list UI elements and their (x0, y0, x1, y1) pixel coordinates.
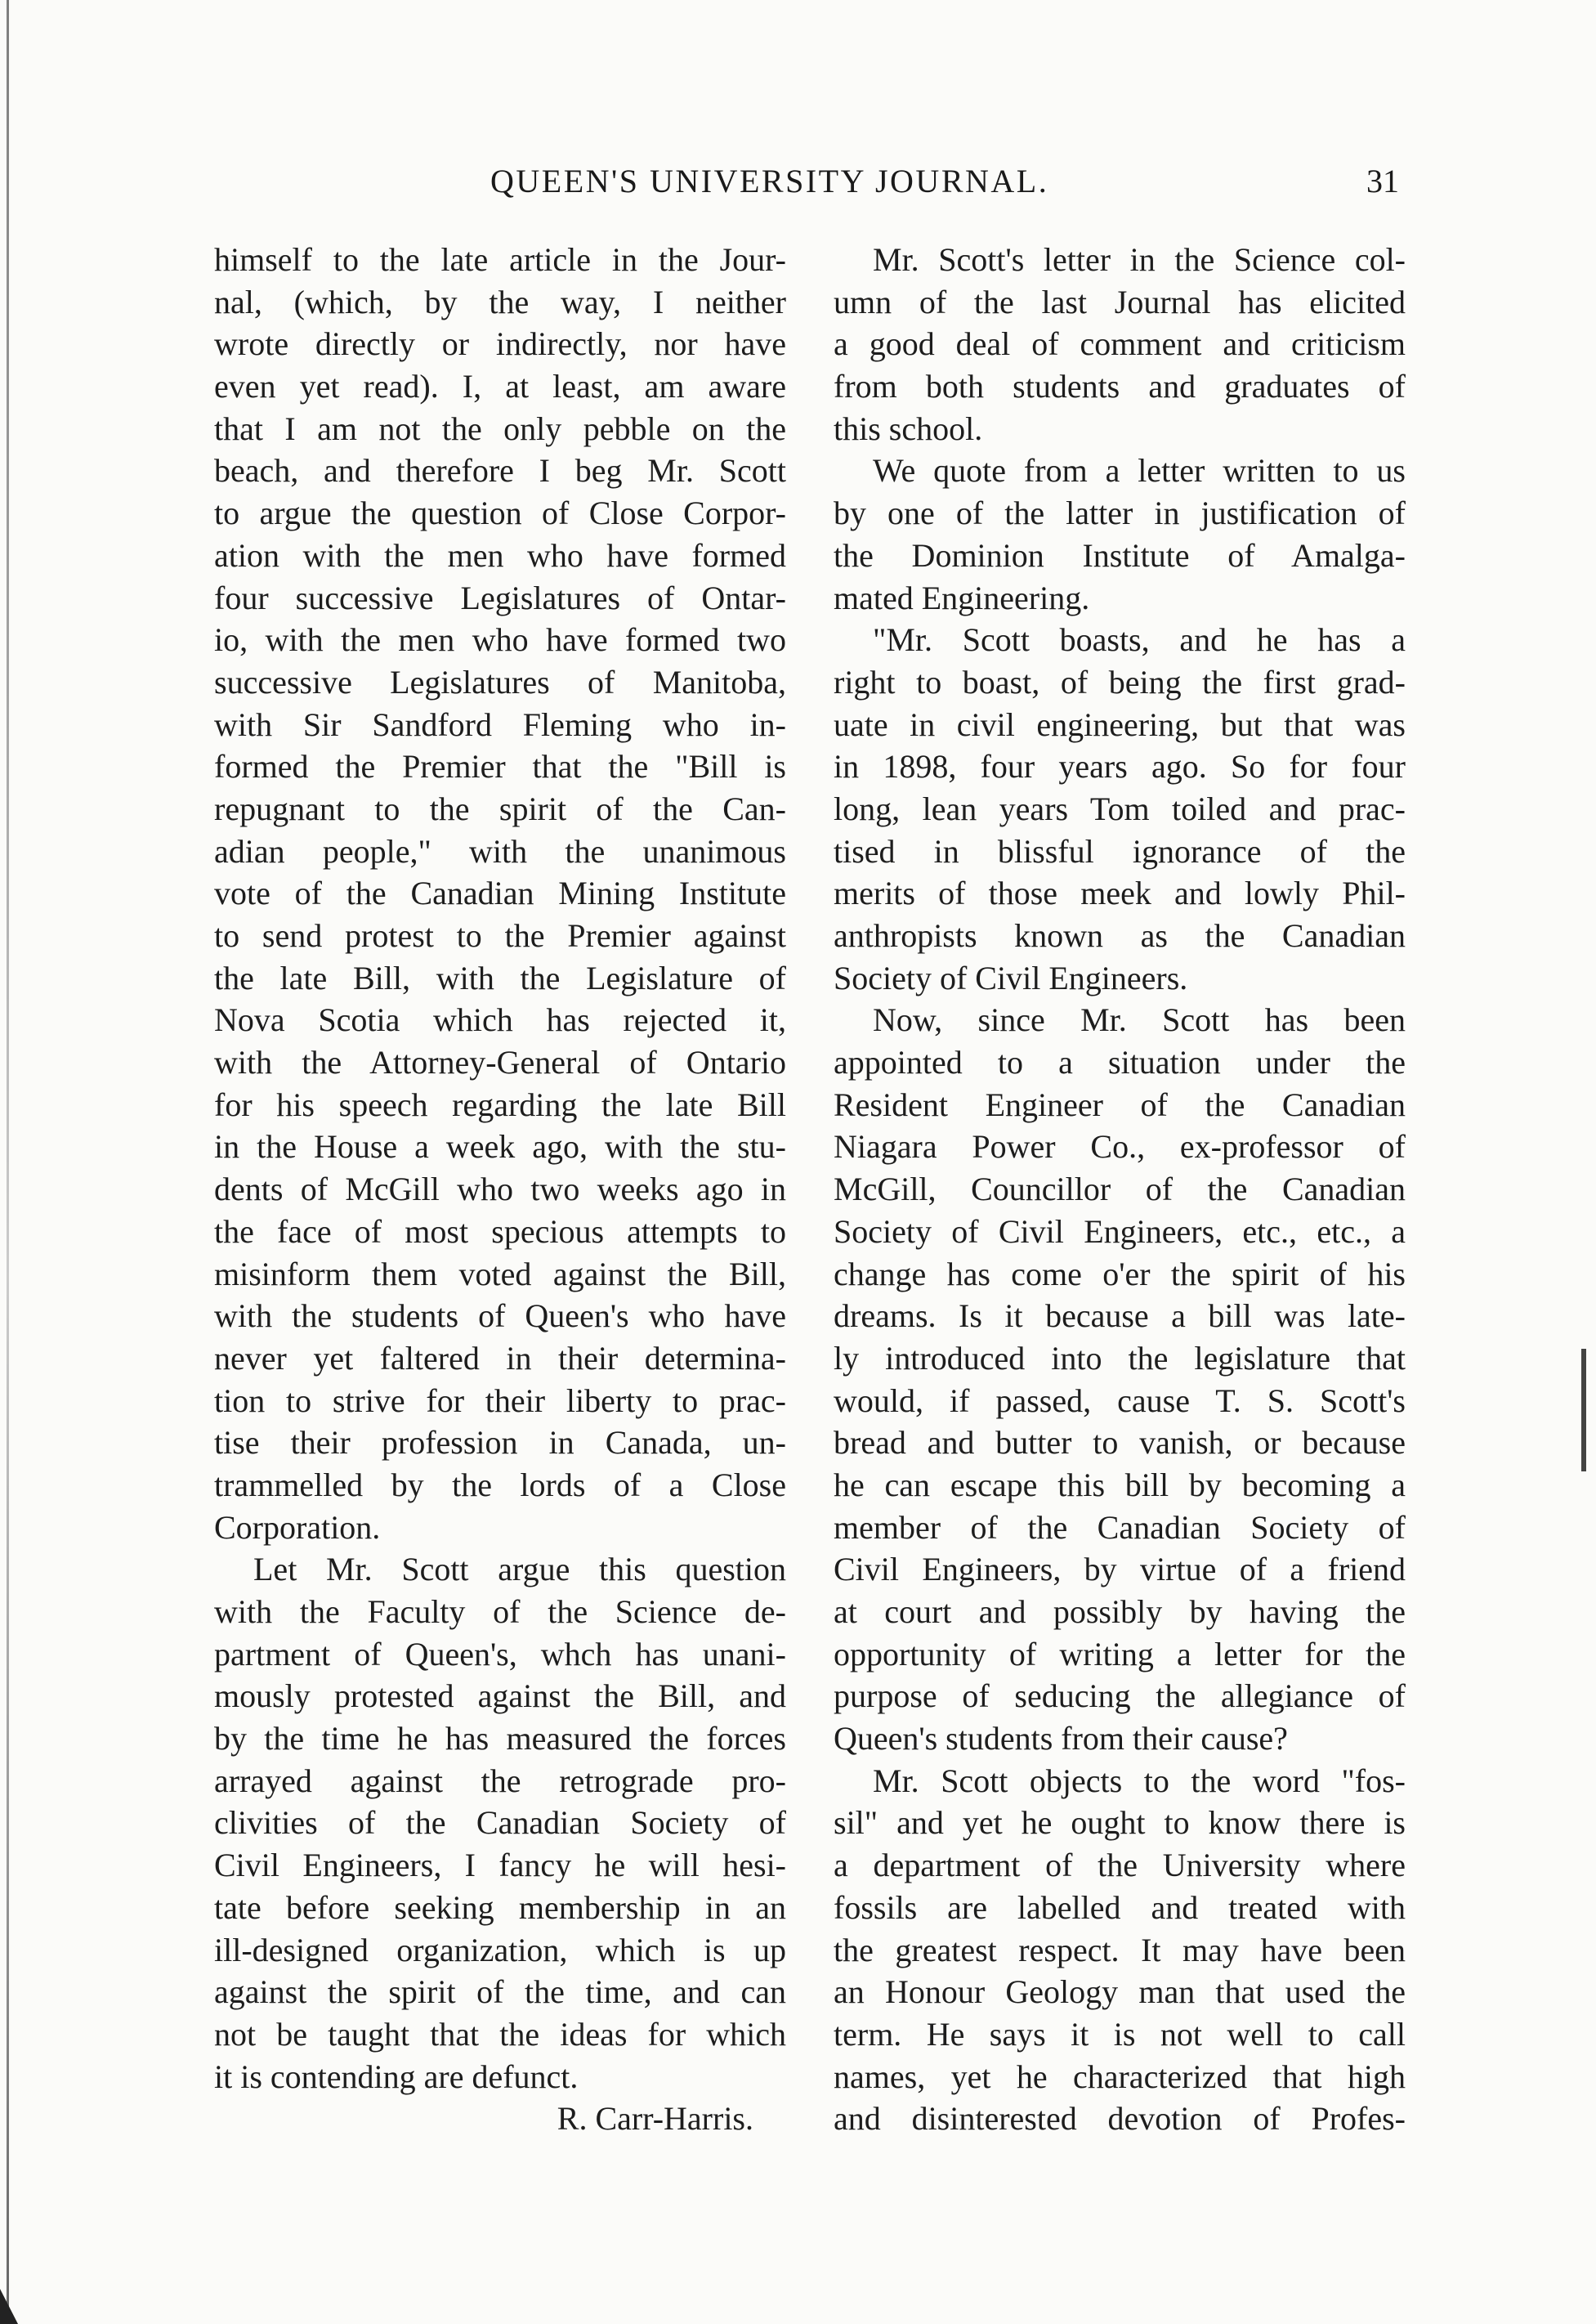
text-line: four successive Legislatures of Ontar- (214, 579, 786, 616)
page-edge-shadow (7, 0, 9, 2324)
text-line: the greatest respect. It may have been (834, 1931, 1406, 1968)
text-line: bread and butter to vanish, or because (834, 1424, 1406, 1462)
text-line: from both students and graduates of (834, 368, 1406, 405)
text-line: Mr. Scott objects to the word "fos- (873, 1762, 1406, 1799)
text-line: long, lean years Tom toiled and prac- (834, 790, 1406, 827)
text-line: Resident Engineer of the Canadian (834, 1086, 1406, 1123)
text-line: "Mr. Scott boasts, and he has a (873, 621, 1406, 659)
text-line: term. He says it is not well to call (834, 2015, 1406, 2053)
text-line: Niagara Power Co., ex-professor of (834, 1128, 1406, 1166)
text-line: formed the Premier that the "Bill is (214, 748, 786, 786)
text-line: a good deal of comment and criticism (834, 325, 1406, 363)
text-line: ation with the men who have formed (214, 536, 786, 574)
text-line: by the time he has measured the forces (214, 1720, 786, 1758)
text-line: never yet faltered in their determina- (214, 1339, 786, 1377)
text-line: a department of the University where (834, 1847, 1406, 1884)
text-line: to argue the question of Close Corpor- (214, 495, 786, 532)
text-line: clivities of the Canadian Society of (214, 1804, 786, 1842)
text-line: arrayed against the retrograde pro- (214, 1762, 786, 1799)
text-line: not be taught that the ideas for which (214, 2015, 786, 2053)
text-line: himself to the late article in the Jour- (214, 241, 786, 278)
text-line: McGill, Councillor of the Canadian (834, 1171, 1406, 1208)
running-head: QUEEN'S UNIVERSITY JOURNAL. (490, 163, 1049, 199)
text-line: misinform them voted against the Bill, (214, 1255, 786, 1292)
right-column (834, 239, 1406, 2140)
text-line: fossils are labelled and treated with (834, 1888, 1406, 1926)
text-line: umn of the last Journal has elicited (834, 283, 1406, 320)
text-line: nal, (which, by the way, I neither (214, 283, 786, 320)
text-line: would, if passed, cause T. S. Scott's (834, 1381, 1406, 1419)
text-line: Nova Scotia which has rejected it, (214, 1001, 786, 1039)
text-line: wrote directly or indirectly, nor have (214, 325, 786, 363)
text-line: the late Bill, with the Legislature of (214, 959, 786, 996)
text-line: Mr. Scott's letter in the Science col- (873, 241, 1406, 278)
text-line: io, with the men who have formed two (214, 621, 786, 659)
text-line: that I am not the only pebble on the (214, 410, 786, 447)
text-line: uate in civil engineering, but that was (834, 705, 1406, 743)
text-line: this school. (834, 410, 983, 447)
text-line: sil" and yet he ought to know there is (834, 1804, 1406, 1842)
text-line: tion to strive for their liberty to prac- (214, 1381, 786, 1419)
text-line: he can escape this bill by becoming a (834, 1466, 1406, 1503)
text-line: with Sir Sandford Fleming who in- (214, 705, 786, 743)
text-line: tise their profession in Canada, un- (214, 1424, 786, 1462)
scan-corner-mark (0, 2289, 18, 2324)
text-line: repugnant to the spirit of the Can- (214, 790, 786, 827)
text-line: the Dominion Institute of Amalga- (834, 536, 1406, 574)
text-line: anthropists known as the Canadian (834, 917, 1406, 954)
text-line: with the Faculty of the Science de- (214, 1593, 786, 1630)
text-line: against the spirit of the time, and can (214, 1973, 786, 2011)
text-line: for his speech regarding the late Bill (214, 1086, 786, 1123)
text-line: an Honour Geology man that used the (834, 1973, 1406, 2011)
text-line: appointed to a situation under the (834, 1044, 1406, 1081)
text-line: trammelled by the lords of a Close (214, 1466, 786, 1503)
text-line: We quote from a letter written to us (873, 452, 1406, 490)
text-line: ill-designed organization, which is up (214, 1931, 786, 1968)
text-line: names, yet he characterized that high (834, 2058, 1406, 2095)
author-signature: R. Carr-Harris. (557, 2100, 753, 2138)
text-line: purpose of seducing the allegiance of (834, 1677, 1406, 1715)
text-line: to send protest to the Premier against (214, 917, 786, 954)
text-line: Civil Engineers, I fancy he will hesi- (214, 1847, 786, 1884)
text-line: merits of those meek and lowly Phil- (834, 875, 1406, 912)
scan-margin-mark (1581, 1349, 1586, 1471)
text-line: adian people," with the unanimous (214, 832, 786, 870)
text-line: it is contending are defunct. (214, 2058, 579, 2095)
text-line: by one of the latter in justification of (834, 495, 1406, 532)
text-line: partment of Queen's, whch has unani- (214, 1635, 786, 1672)
text-line: Society of Civil Engineers. (834, 959, 1188, 996)
text-line: change has come o'er the spirit of his (834, 1255, 1406, 1292)
text-line: right to boast, of being the first grad- (834, 663, 1406, 701)
text-line: even yet read). I, at least, am aware (214, 368, 786, 405)
text-line: in the House a week ago, with the stu- (214, 1128, 786, 1166)
text-line: Now, since Mr. Scott has been (873, 1001, 1406, 1039)
text-line: Queen's students from their cause? (834, 1720, 1288, 1758)
text-line: Corporation. (214, 1508, 381, 1546)
text-line: dents of McGill who two weeks ago in (214, 1171, 786, 1208)
text-line: mated Engineering. (834, 579, 1090, 616)
text-line: successive Legislatures of Manitoba, (214, 663, 786, 701)
text-line: tised in blissful ignorance of the (834, 832, 1406, 870)
text-line: Civil Engineers, by virtue of a friend (834, 1551, 1406, 1588)
left-column (214, 239, 786, 2140)
text-line: tate before seeking membership in an (214, 1888, 786, 1926)
text-line: vote of the Canadian Mining Institute (214, 875, 786, 912)
text-line: member of the Canadian Society of (834, 1508, 1406, 1546)
text-line: mously protested against the Bill, and (214, 1677, 786, 1715)
text-line: opportunity of writing a letter for the (834, 1635, 1406, 1672)
text-line: with the Attorney-General of Ontario (214, 1044, 786, 1081)
text-line: and disinterested devotion of Profes- (834, 2100, 1406, 2138)
text-line: dreams. Is it because a bill was late- (834, 1297, 1406, 1335)
page-number: 31 (1366, 163, 1399, 199)
text-line: Society of Civil Engineers, etc., etc., a (834, 1212, 1406, 1250)
text-line: beach, and therefore I beg Mr. Scott (214, 452, 786, 490)
text-line: ly introduced into the legislature that (834, 1339, 1406, 1377)
text-line: in 1898, four years ago. So for four (834, 748, 1406, 786)
text-line: the face of most specious attempts to (214, 1212, 786, 1250)
text-line: at court and possibly by having the (834, 1593, 1406, 1630)
text-line: with the students of Queen's who have (214, 1297, 786, 1335)
text-line: Let Mr. Scott argue this question (253, 1551, 786, 1588)
